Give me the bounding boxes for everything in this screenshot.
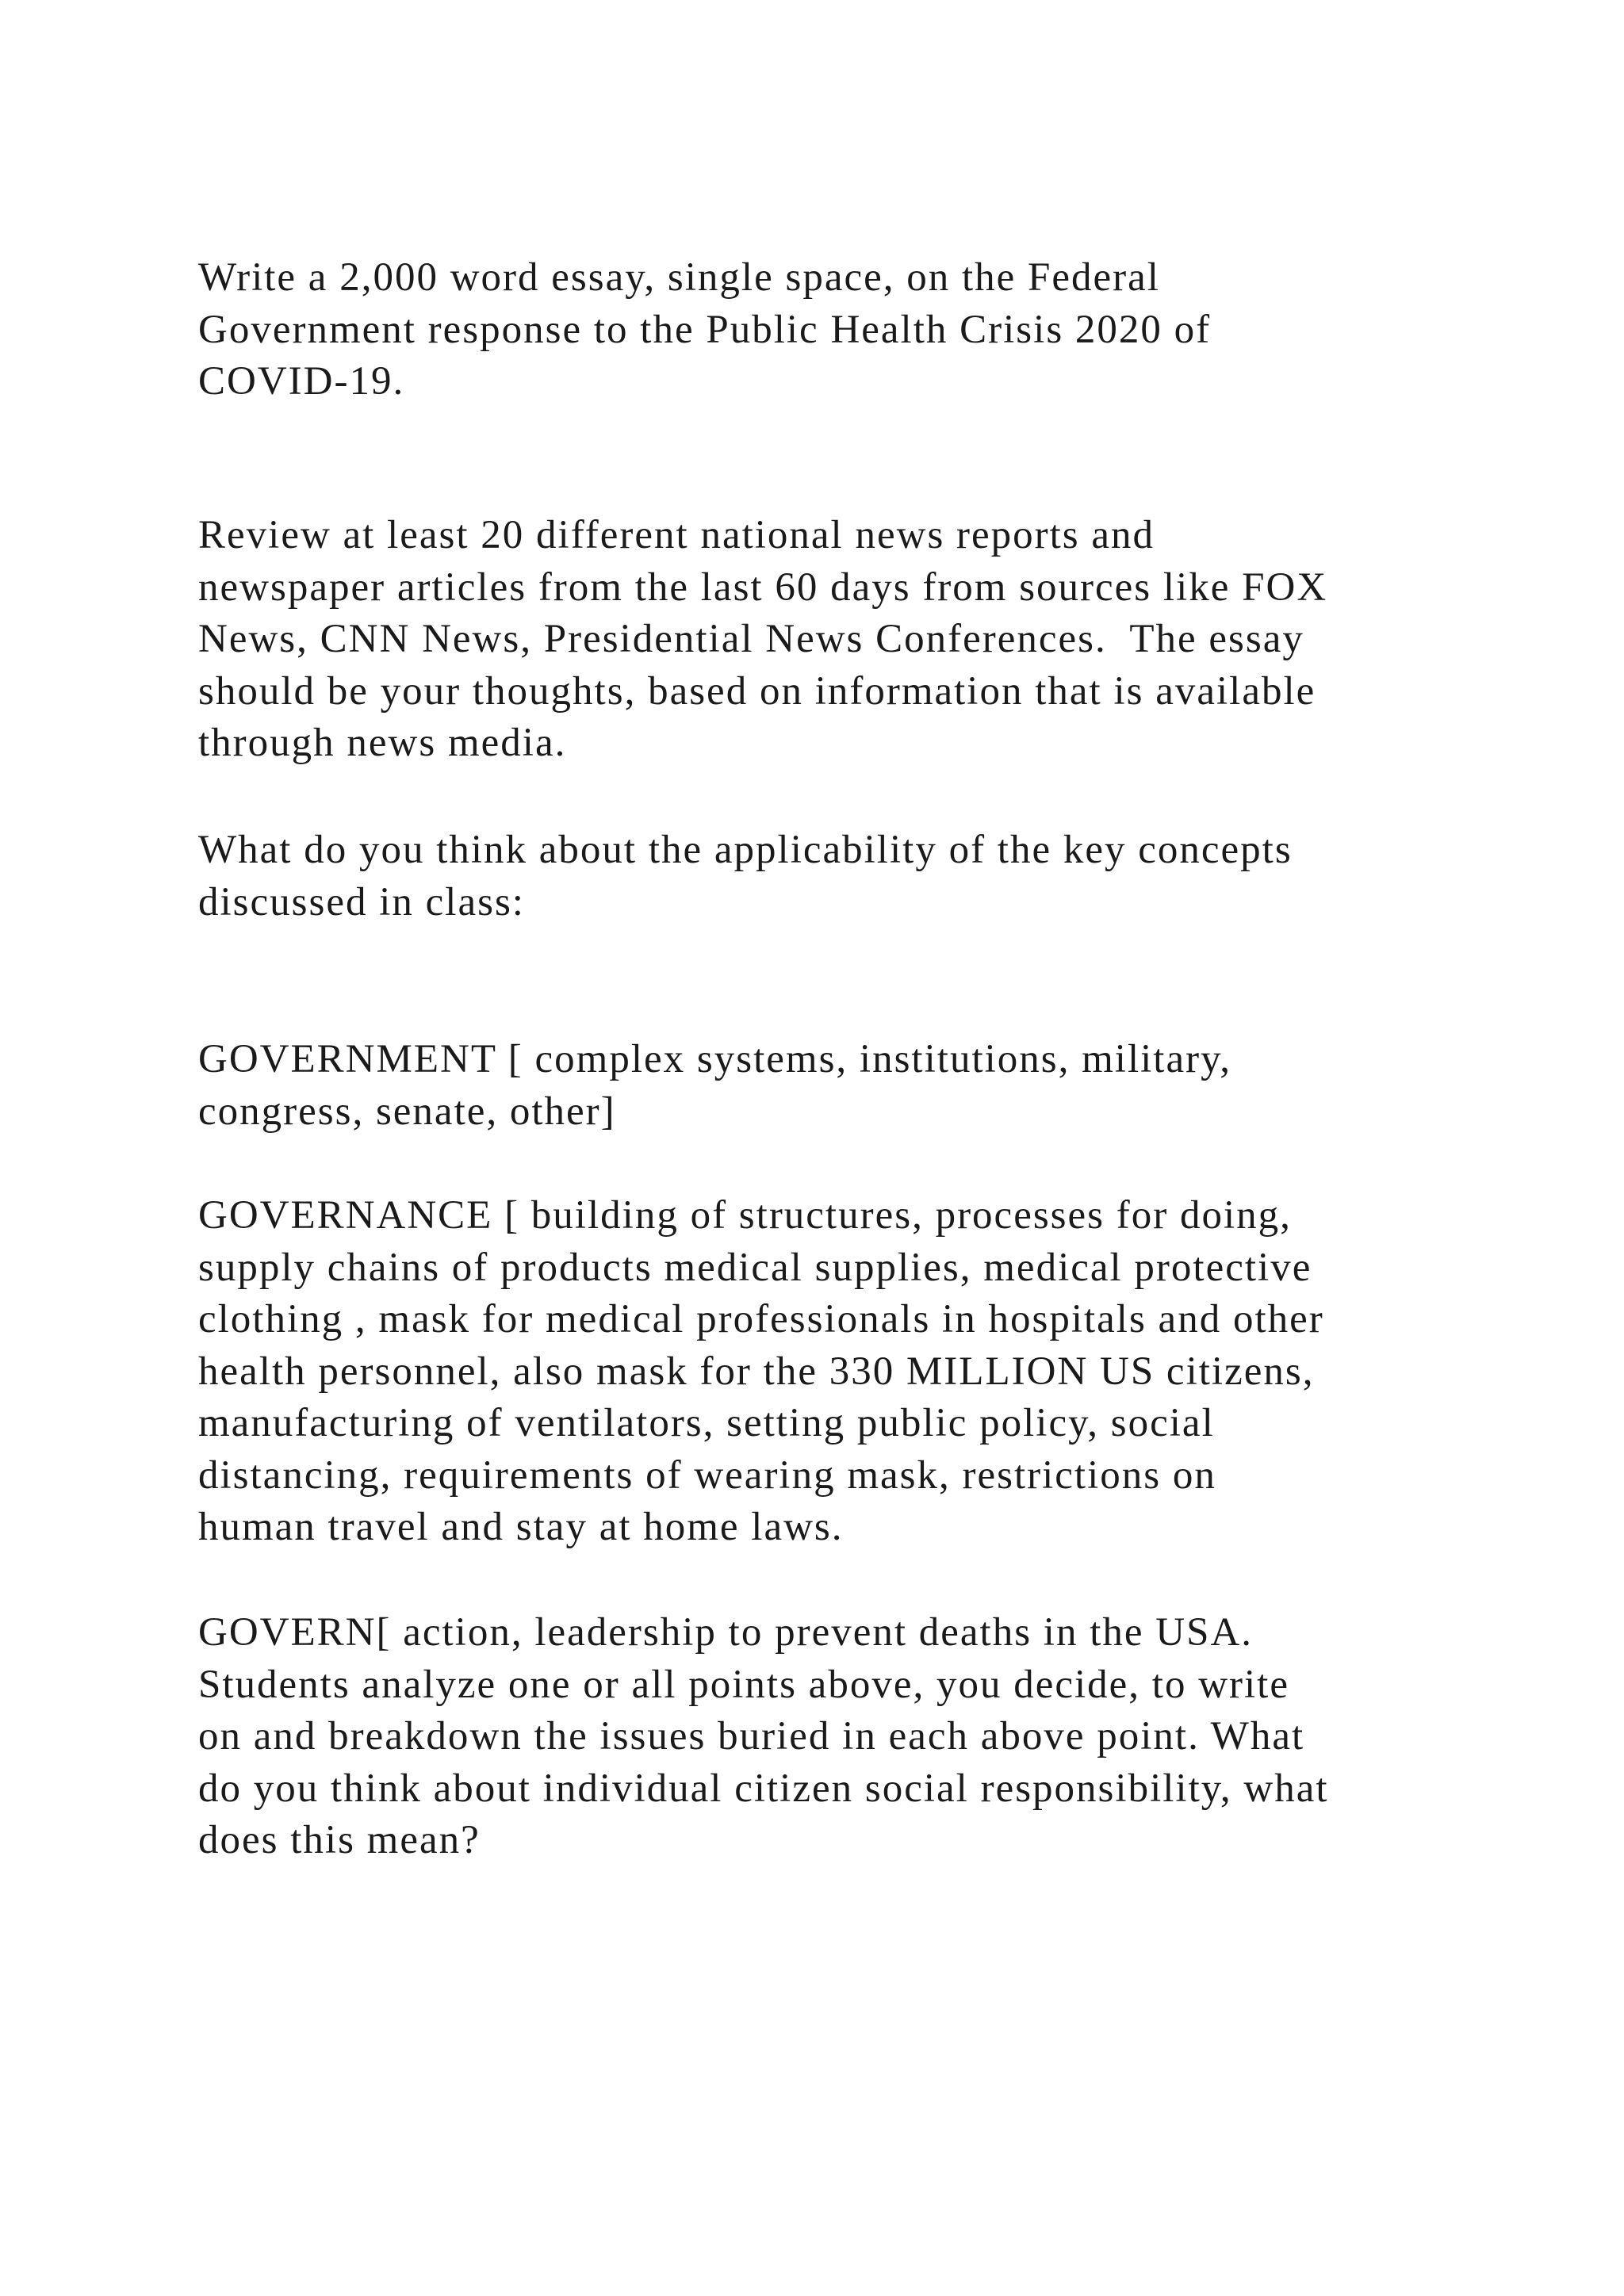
- text-line: health personnel, also mask for the 330 MILLION US citizens,: [198, 1349, 1315, 1394]
- text-line: human travel and stay at home laws.: [198, 1505, 844, 1549]
- text-line: newspaper articles from the last 60 days from sources like FOX: [198, 564, 1328, 610]
- text-line: Review at least 20 different national news reports and: [198, 513, 1155, 557]
- text-line: GOVERNMENT [ complex systems, institutions, military,: [198, 1037, 1232, 1081]
- text-line: congress, senate, other]: [198, 1089, 616, 1134]
- text-line: should be your thoughts, based on information that is available: [198, 668, 1316, 714]
- text-line: What do you think about the applicability of the key concepts: [198, 828, 1293, 872]
- text-line: discussed in class:: [198, 879, 525, 924]
- paragraph-govern: [198, 1607, 1451, 1867]
- paragraph-governance: [198, 1190, 1451, 1554]
- text-line: on and breakdown the issues buried in each above point. What: [198, 1714, 1305, 1758]
- paragraph-question: [198, 825, 1451, 928]
- text-line: Government response to the Public Health Crisis 2020 of: [198, 307, 1212, 352]
- text-line: COVID-19.: [198, 359, 405, 404]
- text-line: News, CNN News, Presidential News Conferences. The essay: [198, 617, 1304, 661]
- text-line: do you think about individual citizen social responsibility, what: [198, 1766, 1329, 1811]
- text-line: Write a 2,000 word essay, single space, on the Federal: [198, 255, 1160, 300]
- text-line: does this mean?: [198, 1818, 481, 1862]
- paragraph-government: [198, 1034, 1451, 1138]
- text-line: manufacturing of ventilators, setting public policy, social: [198, 1401, 1215, 1445]
- text-line: supply chains of products medical supplies, medical protective: [198, 1245, 1312, 1290]
- paragraph-intro: [198, 252, 1451, 408]
- text-line: distancing, requirements of wearing mask, restrictions on: [198, 1452, 1216, 1498]
- paragraph-review: [198, 510, 1451, 770]
- text-line: Students analyze one or all points above, you decide, to write: [198, 1662, 1289, 1707]
- text-line: through news media.: [198, 721, 567, 765]
- text-line: clothing , mask for medical professionals in hospitals and other: [198, 1297, 1324, 1341]
- text-line: GOVERNANCE [ building of structures, processes for doing,: [198, 1193, 1292, 1238]
- text-line: GOVERN[ action, leadership to prevent deaths in the USA.: [198, 1610, 1254, 1655]
